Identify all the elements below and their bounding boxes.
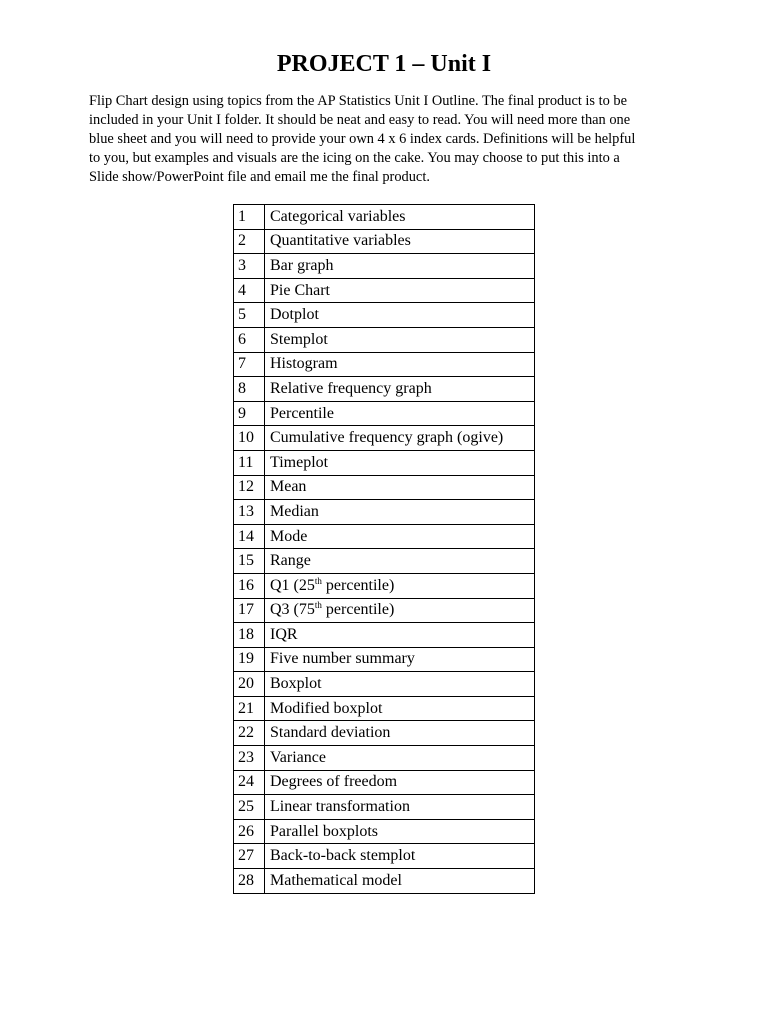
topics-table-body: [234, 205, 535, 894]
topic-label: Relative frequency graph: [265, 377, 535, 402]
topic-label: Back-to-back stemplot: [265, 844, 535, 869]
topic-label: IQR: [265, 623, 535, 648]
topic-label: Boxplot: [265, 672, 535, 697]
topic-label-superscript: th: [314, 600, 322, 611]
topic-label: Timeplot: [265, 450, 535, 475]
table-row: [234, 549, 535, 574]
topic-label: Bar graph: [265, 254, 535, 279]
topic-number: 4: [234, 278, 265, 303]
topic-number: 26: [234, 819, 265, 844]
topic-label-text: percentile): [321, 601, 395, 619]
topic-number: 6: [234, 327, 265, 352]
table-row: [234, 205, 535, 230]
topic-number: 28: [234, 869, 265, 894]
topic-label: Parallel boxplots: [265, 819, 535, 844]
topic-label: Five number summary: [265, 647, 535, 672]
topic-number: 27: [234, 844, 265, 869]
topic-label: Histogram: [265, 352, 535, 377]
table-row: [234, 696, 535, 721]
table-row: [234, 500, 535, 525]
table-row: [234, 598, 535, 623]
topic-label: Dotplot: [265, 303, 535, 328]
topic-number: 11: [234, 450, 265, 475]
topic-number: 2: [234, 229, 265, 254]
intro-line: Slide show/PowerPoint file and email me the final product.: [89, 169, 430, 186]
table-row: [234, 426, 535, 451]
topic-label: Range: [265, 549, 535, 574]
table-row: [234, 352, 535, 377]
table-row: [234, 819, 535, 844]
table-row: [234, 721, 535, 746]
table-row: [234, 229, 535, 254]
table-row: [234, 401, 535, 426]
topic-label: Mathematical model: [265, 869, 535, 894]
table-row: [234, 573, 535, 598]
topic-number: 3: [234, 254, 265, 279]
table-row: [234, 377, 535, 402]
table-row: [234, 844, 535, 869]
topic-number: 5: [234, 303, 265, 328]
topic-number: 21: [234, 696, 265, 721]
topic-number: 16: [234, 573, 265, 598]
topic-label-text: Q3 (75: [270, 601, 315, 619]
topic-label: Stemplot: [265, 327, 535, 352]
intro-line: blue sheet and you will need to provide your own 4 x 6 index cards. Definitions will be helpful: [89, 131, 636, 148]
topics-table: [233, 204, 535, 894]
topic-label: Mode: [265, 524, 535, 549]
topic-number: 18: [234, 623, 265, 648]
topic-label-text: Q1 (25: [270, 576, 315, 594]
topic-number: 22: [234, 721, 265, 746]
table-row: [234, 623, 535, 648]
topic-label: Categorical variables: [265, 205, 535, 230]
topic-label: Pie Chart: [265, 278, 535, 303]
topic-number: 19: [234, 647, 265, 672]
topic-number: 24: [234, 770, 265, 795]
table-row: [234, 770, 535, 795]
table-row: [234, 672, 535, 697]
intro-line: included in your Unit I folder. It should be neat and easy to read. You will need more than one: [89, 112, 631, 129]
topic-number: 13: [234, 500, 265, 525]
topic-label: [265, 573, 535, 598]
topic-label: Variance: [265, 746, 535, 771]
table-row: [234, 795, 535, 820]
topic-label: Degrees of freedom: [265, 770, 535, 795]
topic-number: 15: [234, 549, 265, 574]
topic-number: 14: [234, 524, 265, 549]
topic-number: 7: [234, 352, 265, 377]
table-row: [234, 278, 535, 303]
topic-label: Mean: [265, 475, 535, 500]
table-row: [234, 450, 535, 475]
topic-number: 23: [234, 746, 265, 771]
table-row: [234, 327, 535, 352]
table-row: [234, 647, 535, 672]
intro-line: Flip Chart design using topics from the AP Statistics Unit I Outline. The final product is to be: [89, 93, 628, 109]
topic-number: 10: [234, 426, 265, 451]
table-row: [234, 746, 535, 771]
table-row: [234, 869, 535, 894]
intro-line: to you, but examples and visuals are the icing on the cake. You may choose to put this into a: [89, 150, 620, 167]
topic-label-superscript: th: [314, 575, 322, 586]
topic-number: 12: [234, 475, 265, 500]
topic-number: 25: [234, 795, 265, 820]
topic-label: Quantitative variables: [265, 229, 535, 254]
table-row: [234, 524, 535, 549]
topic-number: 9: [234, 401, 265, 426]
topic-number: 20: [234, 672, 265, 697]
topic-number: 8: [234, 377, 265, 402]
intro-paragraph: [89, 92, 679, 187]
topic-label: Standard deviation: [265, 721, 535, 746]
table-row: [234, 303, 535, 328]
topic-label: Modified boxplot: [265, 696, 535, 721]
topic-label: Percentile: [265, 401, 535, 426]
topic-label: Median: [265, 500, 535, 525]
topic-label-text: percentile): [321, 576, 395, 594]
table-row: [234, 254, 535, 279]
topic-number: 17: [234, 598, 265, 623]
topic-number: 1: [234, 205, 265, 230]
topic-label: [265, 598, 535, 623]
topic-label: Cumulative frequency graph (ogive): [265, 426, 535, 451]
page-title: PROJECT 1 – Unit I: [276, 51, 492, 77]
topic-label: Linear transformation: [265, 795, 535, 820]
table-row: [234, 475, 535, 500]
